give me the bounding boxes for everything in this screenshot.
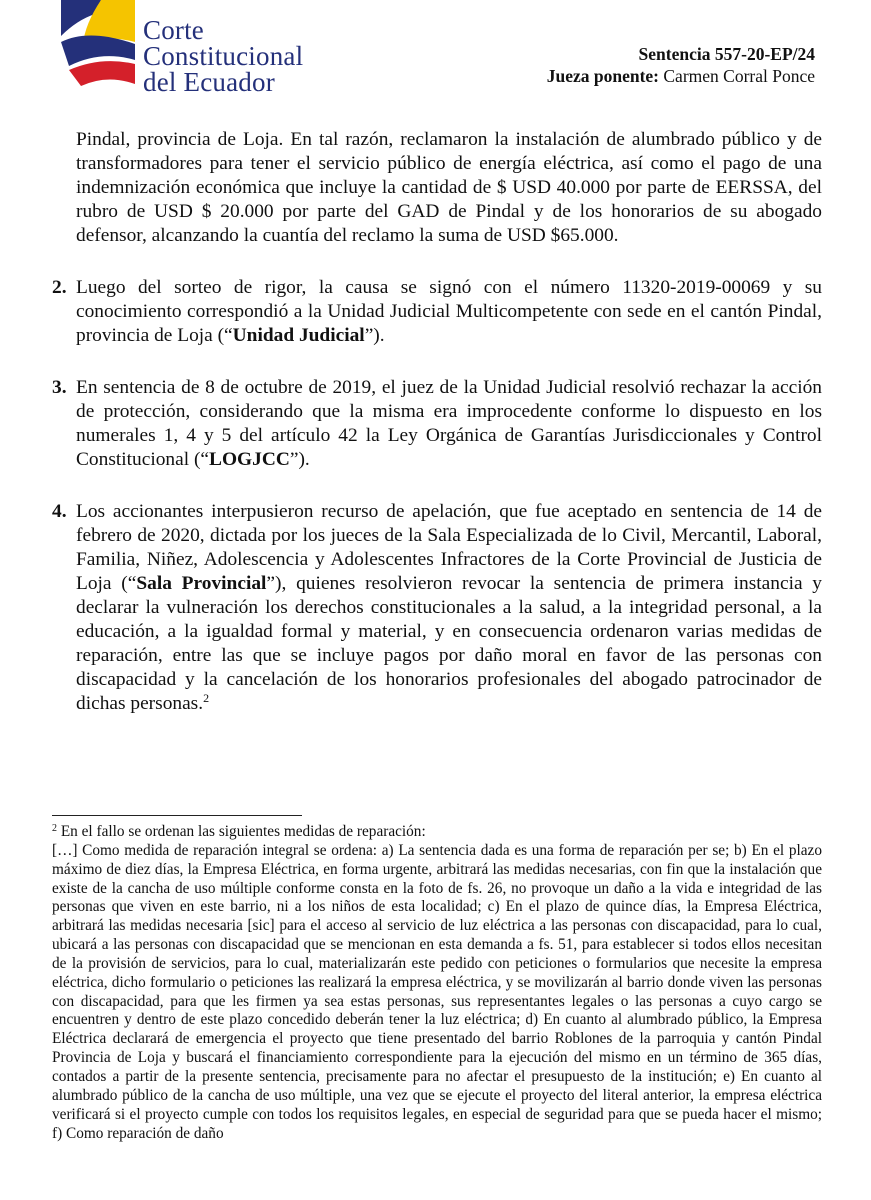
footnote-marker: 2 [52,823,57,834]
defined-term: LOGJCC [209,449,290,470]
logo-line-2: Constitucional [143,41,304,71]
judge-label: Jueza ponente: [546,66,659,86]
paragraph-text: Luego del sorteo de rigor, la causa se signó con el número 11320-2019-00069 y su conocimiento correspondió a la Unidad Judicial Multicompetente con sede en el cantón Pindal, provincia de Loja (“ [76,277,822,346]
defined-term: Sala Provincial [136,573,267,594]
paragraph-number: 4. [52,501,67,522]
paragraph-text: Los accionantes interpusieron recurso de apelación, que fue aceptado en sentencia de 14 de febrero de 2020, dictada por los jueces de la Sala Especializada de lo Civil, Mercantil, Laboral, Familia, Niñez, Adolescencia y Adolescentes Infractores de la Corte Provincial de Justicia de Loja (“ [76,501,822,594]
footnote-body: […] Como medida de reparación integral se ordena: a) La sentencia dada es una forma de reparación per se; b) En el plazo máximo de diez días, la Empresa Eléctrica, en forma urgente, arbitrará las medidas necesarias, con fin que la instalación que existe de la cancha de uso múltiple conforme consta en la foto de fs. 26, no provoque un daño a la vida e integridad de las personas que viven en este barrio, ni a los niños de esta localidad; c) En el plazo de quince días, la Empresa Eléctrica, arbitrará las medidas necesaria [sic] para el acceso al servicio de luz eléctrica a las personas con discapacidad, para lo cual, ubicará a las personas con discapacidad que se mencionan en esta demanda a fs. 51, para establecer si todos ellos necesitan de la provisión de servicios, para lo cual, materializarán este pedido con peticiones o formularios que necesite la empresa eléctrica, dicho formulario o peticiones las realizará la empresa eléctrica, y se movilizarán al barrio donde viven las personas con discapacidad, para que les firmen ya sea estas personas, sus representantes legales o las personas a cuyo cargo se encuentren y dentro de este plazo concedido deberán tener la luz eléctrica; d) En cuanto al alumbrado público, la Empresa Eléctrica declarará de emergencia el proyecto que tiene presentado del barrio Roblones de la parroquia y cantón Pindal Provincia de Loja y buscará el financiamiento correspondiente para la ejecución del mismo en un término de 365 días, contados a partir de la presente sentencia, precisamente para no afectar el presupuesto de la institución; e) En cuanto al alumbrado público de la cancha de uso múltiple, una vez que se ejecute el proyecto del literal anterior, la empresa eléctrica verificará si el proyecto cumple con todos los requisitos legales, en especial de seguridad para que se pueda hacer el mismo; f) Como reparación de daño [52,841,822,1142]
footnote-heading [52,823,822,842]
document-body [52,128,822,744]
paragraph-2 [52,276,822,348]
footnote-divider [52,815,302,816]
paragraph-text: ”). [364,325,385,346]
defined-term: Unidad Judicial [232,325,365,346]
paragraph-number: 2. [52,277,67,298]
paragraph-text: ”), quienes resolvieron revocar la sentencia de primera instancia y declarar la vulneración los derechos constitucionales a la salud, a la integridad personal, a la educación, a la igualdad formal y material, y en consecuencia ordenaron varias medidas de reparación, entre las que se incluye pagos por daño moral en favor de las personas con discapacidad y la cancelación de los honorarios profesionales del abogado patrocinador de dichas personas. [76,573,823,714]
logo-line-3: del Ecuador [143,67,275,97]
logo-line-1: Corte [143,15,204,45]
paragraph-text: En sentencia de 8 de octubre de 2019, el juez de la Unidad Judicial resolvió rechazar la acción de protección, considerando que la misma era improcedente conforme lo dispuesto en los numerales 1, 4 y 5 del artículo 42 la Ley Orgánica de Garantías Jurisdiccionales y Control Constitucional (“ [76,377,822,470]
court-emblem-icon [55,0,145,90]
footnote-heading-text: En el fallo se ordenan las siguientes medidas de reparación: [60,823,426,840]
paragraph-intro-text: Pindal, provincia de Loja. En tal razón, reclamaron la instalación de alumbrado público y de transformadores para tener el servicio público de energía eléctrica, así como el pago de una indemnización económica que incluye la cantidad de $ USD 40.000 por parte de EERSSA, del rubro de USD $ 20.000 por parte del GAD de Pindal y de los honorarios de su abogado defensor, alcanzando la cuantía del reclamo la suma de USD $65.000. [76,129,822,246]
paragraph-text: ”). [289,449,310,470]
document-header [547,43,815,87]
footnote-reference[interactable]: 2 [203,691,210,705]
case-number: Sentencia 557-20-EP/24 [638,44,815,64]
court-name [143,15,304,97]
footnote [52,823,822,1143]
paragraph-3 [52,376,822,472]
judge-name: Carmen Corral Ponce [663,66,815,86]
judge-line [547,65,815,87]
paragraph-intro [52,128,822,248]
paragraph-4 [52,500,822,716]
court-logo [55,0,355,100]
paragraph-number: 3. [52,377,67,398]
